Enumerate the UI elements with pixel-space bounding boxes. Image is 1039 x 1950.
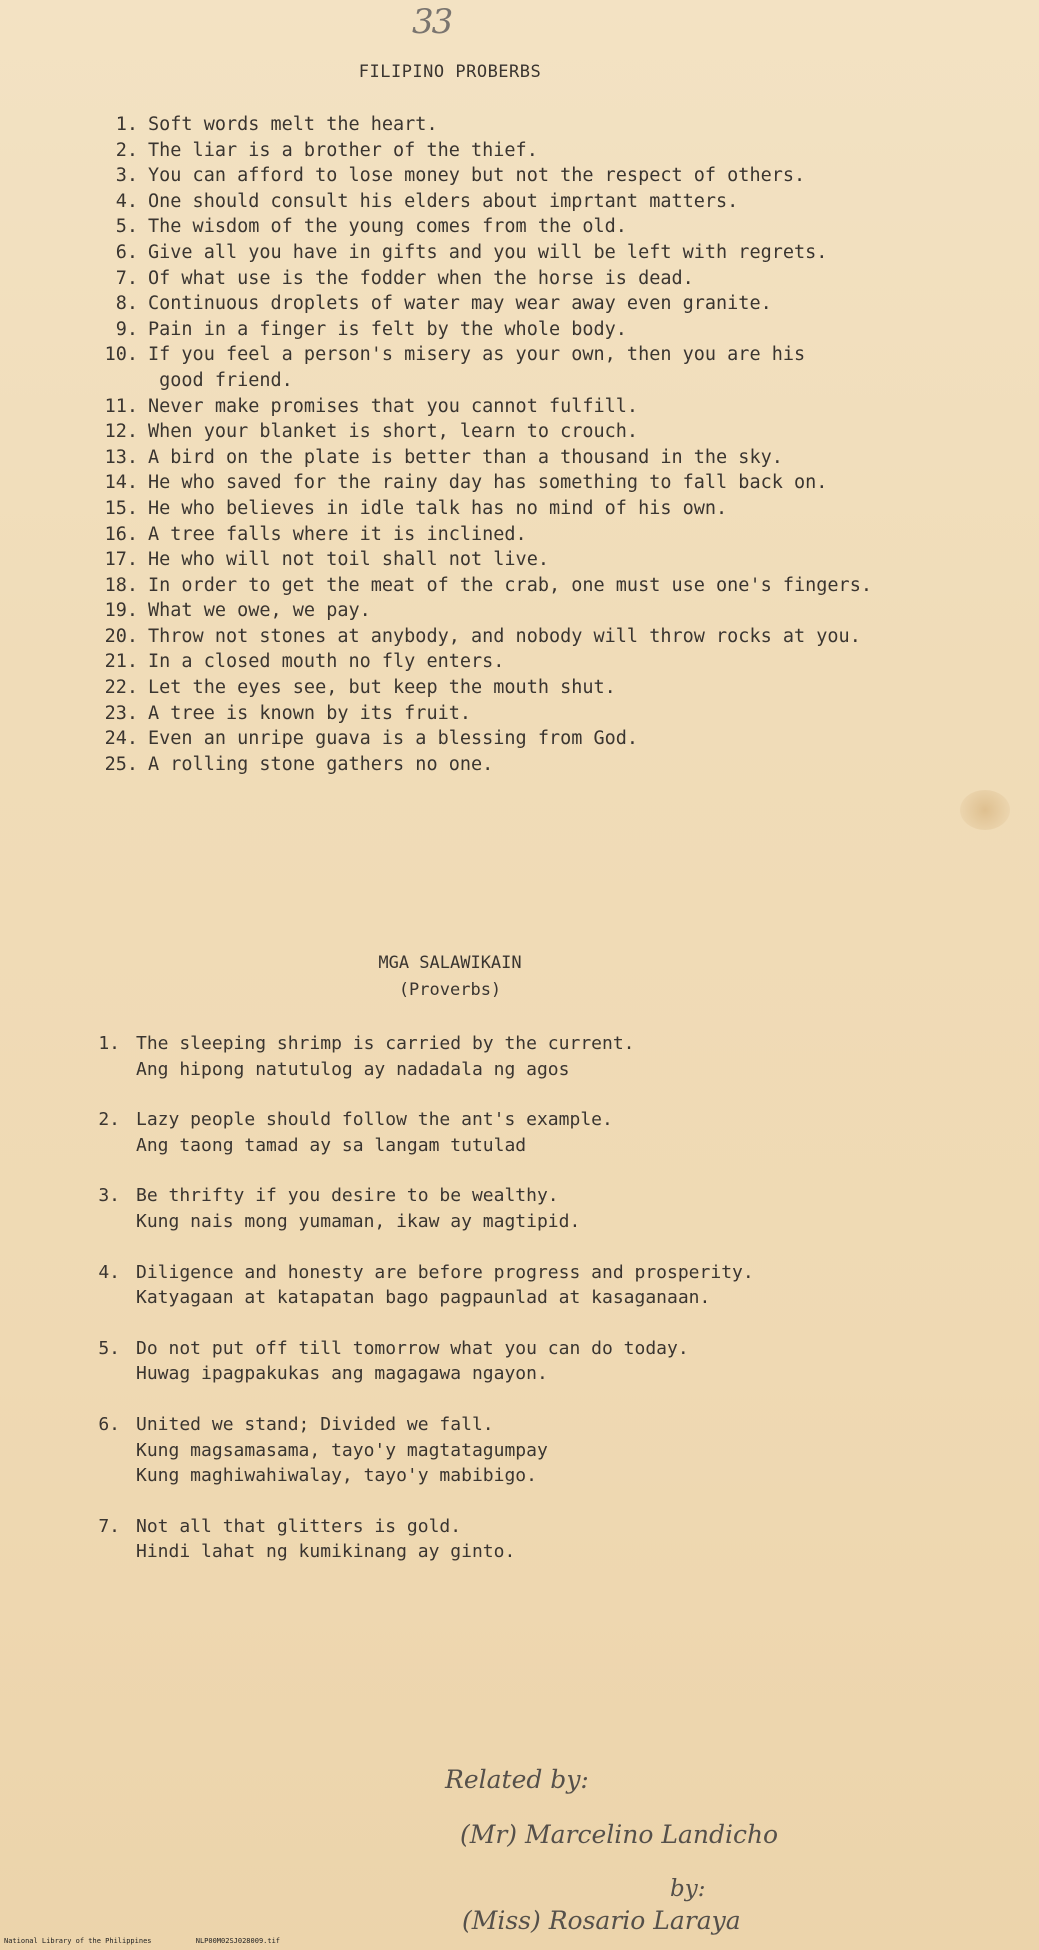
proverb-number: 25. <box>104 753 138 775</box>
proverb-item <box>98 445 872 471</box>
proverb-number: 14. <box>104 472 138 494</box>
salawikain-tagalog: Kung nais mong yumaman, ikaw ay magtipid. <box>136 1210 581 1232</box>
section-title-filipino-proverbs: FILIPINO PROBERBS <box>358 62 542 82</box>
proverb-text: A tree falls where it is inclined. <box>148 523 527 545</box>
proverb-item <box>98 419 872 445</box>
proverb-item <box>98 317 872 343</box>
proverb-item <box>98 240 872 266</box>
salawikain-item <box>98 1031 754 1082</box>
proverb-text: In order to get the meat of the crab, one must use one's fingers. <box>148 574 872 596</box>
proverb-text: In a closed mouth no fly enters. <box>148 651 505 673</box>
salawikain-number: 4. <box>98 1261 120 1283</box>
proverb-number: 12. <box>104 421 138 443</box>
proverb-number: 16. <box>104 523 138 545</box>
salawikain-number: 6. <box>98 1413 120 1435</box>
proverb-text: The wisdom of the young comes from the old. <box>148 216 627 238</box>
salawikain-number: 1. <box>98 1033 120 1054</box>
proverb-text: Throw not stones at anybody, and nobody will throw rocks at you. <box>148 625 861 647</box>
proverb-text: Of what use is the fodder when the horse is dead. <box>148 267 694 289</box>
salawikain-english: Not all that glitters is gold. <box>136 1515 462 1537</box>
salawikain-english: Be thrifty if you desire to be wealthy. <box>136 1185 559 1207</box>
proverb-item <box>98 394 872 420</box>
proverb-item <box>98 701 872 727</box>
proverb-number: 20. <box>104 625 138 647</box>
proverb-number: 19. <box>104 600 138 622</box>
proverb-text: A bird on the plate is better than a thousand in the sky. <box>148 446 783 468</box>
page-number: 33 <box>412 2 452 42</box>
salawikain-number: 7. <box>98 1515 120 1537</box>
proverb-item <box>98 726 872 752</box>
proverb-text: A rolling stone gathers no one. <box>148 753 494 775</box>
salawikain-item <box>98 1336 754 1387</box>
salawikain-list <box>98 1031 754 1590</box>
proverb-item <box>98 368 872 394</box>
salawikain-english: Do not put off till tomorrow what you can do today. <box>136 1337 689 1359</box>
proverb-item <box>98 291 872 317</box>
proverb-text: If you feel a person's misery as your own, then you are his <box>148 344 806 366</box>
salawikain-tagalog: Ang taong tamad ay sa langam tutulad <box>136 1134 527 1156</box>
proverb-item <box>98 112 872 138</box>
proverb-number: 22. <box>104 677 138 699</box>
salawikain-tagalog: Ang hipong natutulog ay nadadala ng agos <box>136 1058 570 1080</box>
proverb-text: Never make promises that you cannot fulfill. <box>148 395 639 417</box>
proverb-number: 15. <box>104 497 138 519</box>
proverb-text: good friend. <box>148 369 293 391</box>
proverb-text: Pain in a finger is felt by the whole body. <box>148 318 627 340</box>
proverb-item <box>98 624 872 650</box>
proverb-number: 23. <box>104 702 138 724</box>
paper-stain <box>960 790 1010 830</box>
salawikain-item <box>98 1412 754 1489</box>
salawikain-tagalog: Kung magsamasama, tayo'y magtatagumpay <box>136 1439 548 1461</box>
salawikain-number: 3. <box>98 1185 120 1207</box>
footer-file: NLP00M02SJ028009.tif <box>195 1937 281 1945</box>
proverb-number: 17. <box>104 549 138 571</box>
signature-rosario-laraya: (Miss) Rosario Laraya <box>462 1906 741 1935</box>
proverb-number: 13. <box>104 446 138 468</box>
proverb-item <box>98 547 872 573</box>
proverb-text: The liar is a brother of the thief. <box>148 139 538 161</box>
salawikain-item <box>98 1183 754 1234</box>
proverb-number <box>98 368 138 394</box>
section-subtitle-proverbs: (Proverbs) <box>398 980 502 1000</box>
proverb-item <box>98 496 872 522</box>
proverb-item <box>98 598 872 624</box>
proverb-number: 4. <box>115 190 138 212</box>
proverb-item <box>98 649 872 675</box>
proverb-text: He who believes in idle talk has no mind of his own. <box>148 497 728 519</box>
proverb-item <box>98 573 872 599</box>
proverb-list <box>98 112 872 777</box>
proverb-number: 18. <box>104 574 138 596</box>
proverb-text: Soft words melt the heart. <box>148 114 438 135</box>
section-title-mga-salawikain: MGA SALAWIKAIN <box>378 953 522 973</box>
salawikain-english: The sleeping shrimp is carried by the current. <box>136 1033 635 1054</box>
proverb-text: When your blanket is short, learn to crouch. <box>148 421 639 443</box>
proverb-item <box>98 163 872 189</box>
salawikain-number: 5. <box>98 1337 120 1359</box>
proverb-item <box>98 522 872 548</box>
proverb-number: 7. <box>115 267 138 289</box>
proverb-item <box>98 470 872 496</box>
proverb-item <box>98 138 872 164</box>
salawikain-tagalog: Huwag ipagpakukas ang magagawa ngayon. <box>136 1363 548 1385</box>
proverb-number: 5. <box>115 216 138 238</box>
proverb-text: Continuous droplets of water may wear away even granite. <box>148 293 772 315</box>
proverb-text: You can afford to lose money but not the respect of others. <box>148 165 806 187</box>
related-by-label: Related by: <box>445 1765 589 1794</box>
proverb-item <box>98 189 872 215</box>
proverb-text: A tree is known by its fruit. <box>148 702 472 724</box>
salawikain-item <box>98 1514 754 1565</box>
salawikain-tagalog: Kung maghiwahiwalay, tayo'y mabibigo. <box>136 1465 537 1487</box>
salawikain-number: 2. <box>98 1109 120 1131</box>
proverb-number: 1. <box>115 114 138 135</box>
signature-marcelino-landicho: (Mr) Marcelino Landicho <box>460 1820 779 1849</box>
salawikain-item <box>98 1260 754 1311</box>
proverb-item <box>98 214 872 240</box>
proverb-text: He who will not toil shall not live. <box>148 549 549 571</box>
proverb-text: Even an unripe guava is a blessing from God. <box>148 728 639 750</box>
proverb-text: Let the eyes see, but keep the mouth shut. <box>148 677 616 699</box>
proverb-item <box>98 752 872 778</box>
proverb-number: 9. <box>115 318 138 340</box>
proverb-item <box>98 342 872 368</box>
salawikain-tagalog: Katyagaan at katapatan bago pagpaunlad at kasaganaan. <box>136 1287 711 1309</box>
proverb-text: What we owe, we pay. <box>148 600 371 622</box>
proverb-item <box>98 675 872 701</box>
proverb-number: 21. <box>104 651 138 673</box>
footer-library: National Library of the Philippines <box>4 1937 152 1945</box>
proverb-item <box>98 266 872 292</box>
salawikain-english: Diligence and honesty are before progress and prosperity. <box>136 1261 754 1283</box>
proverb-number: 3. <box>115 165 138 187</box>
proverb-number: 10. <box>104 344 138 366</box>
proverb-number: 8. <box>115 293 138 315</box>
proverb-number: 24. <box>104 728 138 750</box>
proverb-text: One should consult his elders about imprtant matters. <box>148 190 739 212</box>
by-label: by: <box>670 1876 706 1902</box>
salawikain-tagalog: Hindi lahat ng kumikinang ay ginto. <box>136 1541 516 1563</box>
proverb-number: 11. <box>104 395 138 417</box>
proverb-text: He who saved for the rainy day has something to fall back on. <box>148 472 828 494</box>
salawikain-item <box>98 1107 754 1158</box>
salawikain-english: United we stand; Divided we fall. <box>136 1413 494 1435</box>
scan-footer <box>4 1937 320 1945</box>
proverb-text: Give all you have in gifts and you will be left with regrets. <box>148 241 828 263</box>
proverb-number: 2. <box>115 139 138 161</box>
proverb-number: 6. <box>115 241 138 263</box>
salawikain-english: Lazy people should follow the ant's example. <box>136 1109 613 1131</box>
